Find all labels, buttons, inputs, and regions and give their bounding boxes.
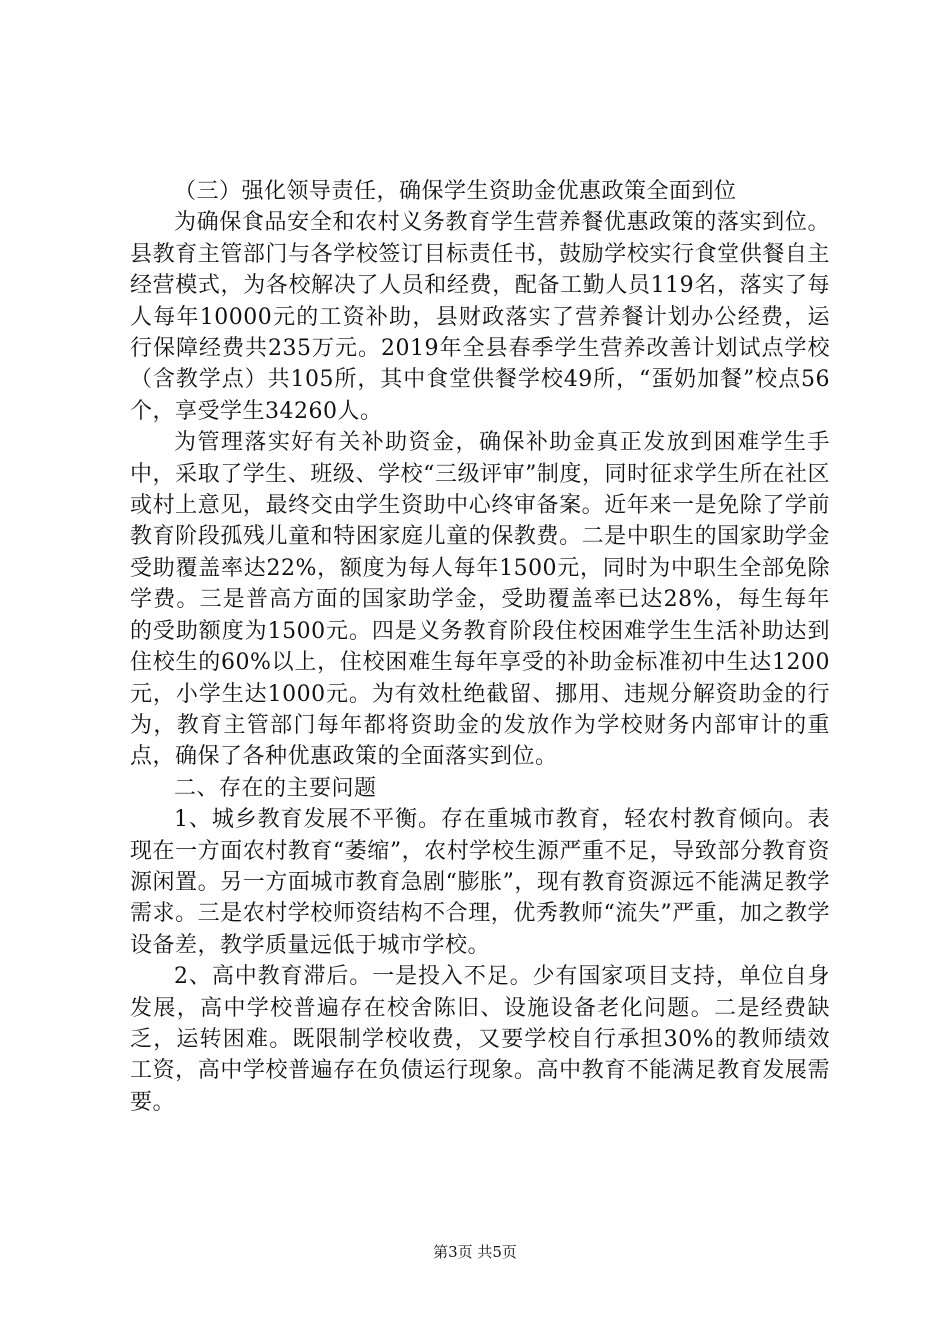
document-body [130, 176, 830, 1118]
page-number-footer: 第3页 共5页 [433, 1243, 517, 1261]
paragraph-subsidy-management: 为管理落实好有关补助资金，确保补助金真正发放到困难学生手中，采取了学生、班级、学校“三级评审”制度，同时征求学生所在社区或村上意见，最终交由学生资助中心终审备案。近年来一是免除了学前教育阶段孤残儿童和特困家庭儿童的保教费。二是中职生的国家助学金受助覆盖率达22%，额度为每人每年1500元，同时为中职生全部免除学费。三是普高方面的国家助学金，受助覆盖率已达28%，每生每年的受助额度为1500元。四是义务教育阶段住校困难学生生活补助达到住校生的60%以上，住校困难生每年享受的补助金标准初中生达1200元，小学生达1000元。为有效杜绝截留、挪用、违规分解资助金的行为，教育主管部门每年都将资助金的发放作为学校财务内部审计的重点，确保了各种优惠政策的全面落实到位。 [130, 430, 830, 770]
paragraph-meal-program: 为确保食品安全和农村义务教育学生营养餐优惠政策的落实到位。县教育主管部门与各学校签订目标责任书，鼓励学校实行食堂供餐自主经营模式，为各校解决了人员和经费，配备工勤人员119名，落实了每人每年10000元的工资补助，县财政落实了营养餐计划办公经费，运行保障经费共235万元。2019年全县春季学生营养改善计划试点学校（含教学点）共105所，其中食堂供餐学校49所，“蛋奶加餐”校点56个，享受学生34260人。 [130, 210, 830, 424]
section-heading-problems: 二、存在的主要问题 [174, 775, 377, 801]
paragraph-urban-rural-imbalance: 1、城乡教育发展不平衡。存在重城市教育，轻农村教育倾向。表现在一方面农村教育“萎缩”，农村学校生源严重不足，导致部分教育资源闲置。另一方面城市教育急剧“膨胀”，现有教育资源远不能满足教学需求。三是农村学校师资结构不合理，优秀教师“流失”严重，加之教学设备差，教学质量远低于城市学校。 [130, 807, 830, 958]
section-heading: （三）强化领导责任，确保学生资助金优惠政策全面到位 [174, 179, 737, 204]
paragraph-high-school-lag: 2、高中教育滞后。一是投入不足。少有国家项目支持，单位自身发展，高中学校普遍存在校舍陈旧、设施设备老化问题。二是经费缺乏，运转困难。既限制学校收费，又要学校自行承担30%的教师绩效工资，高中学校普遍存在负债运行现象。高中教育不能满足教育发展需要。 [130, 964, 830, 1115]
